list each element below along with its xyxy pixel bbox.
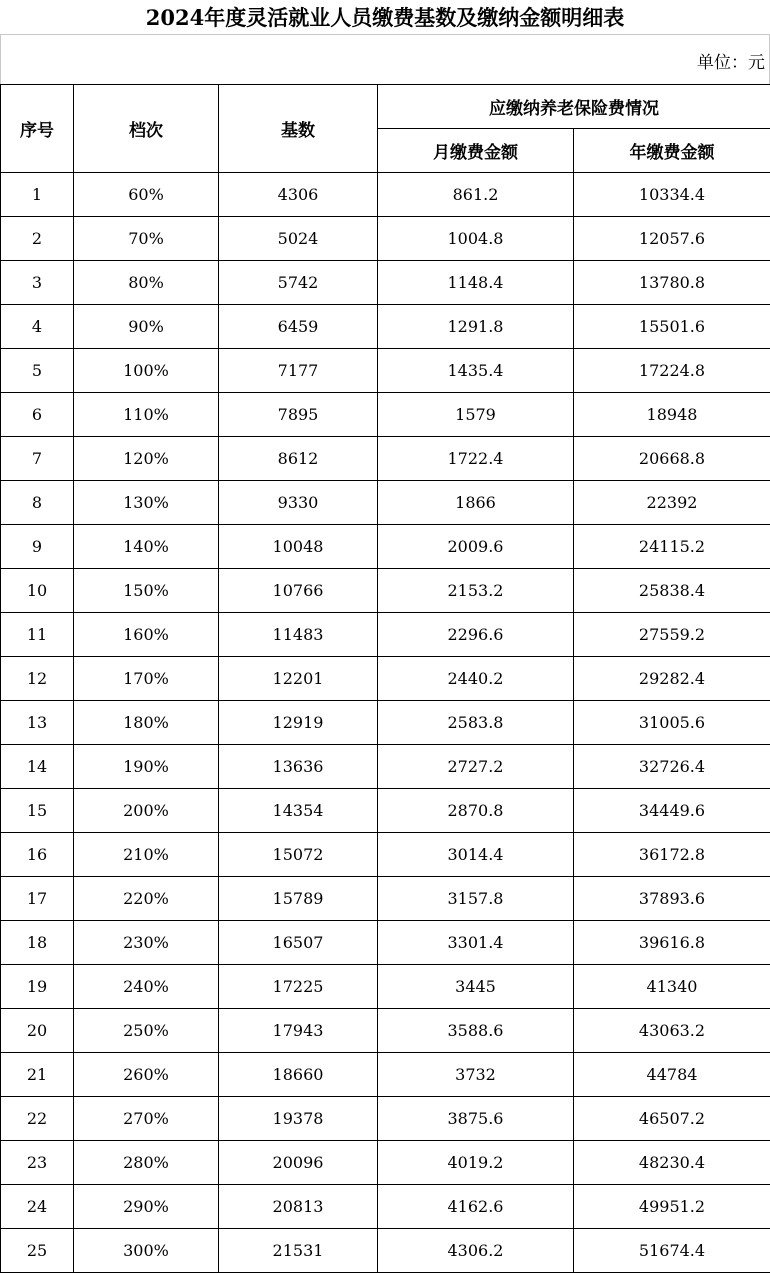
cell-base: 12919 (219, 701, 378, 745)
cell-monthly-amount: 1579 (378, 393, 574, 437)
cell-monthly-amount: 1291.8 (378, 305, 574, 349)
cell-base: 7177 (219, 349, 378, 393)
cell-base: 4306 (219, 173, 378, 217)
cell-monthly-amount: 2009.6 (378, 525, 574, 569)
cell-monthly-amount: 1435.4 (378, 349, 574, 393)
cell-monthly-amount: 1004.8 (378, 217, 574, 261)
cell-seq: 23 (1, 1141, 74, 1185)
table-row (1, 789, 770, 833)
table-title: 2024年度灵活就业人员缴费基数及缴纳金额明细表 (0, 0, 770, 35)
cell-level: 110% (74, 393, 219, 437)
unit-label: 单位：元 (697, 53, 765, 73)
cell-base: 16507 (219, 921, 378, 965)
cell-yearly-amount: 10334.4 (574, 173, 770, 217)
table-row (1, 701, 770, 745)
cell-seq: 6 (1, 393, 74, 437)
cell-base: 14354 (219, 789, 378, 833)
unit-row (0, 34, 770, 84)
cell-yearly-amount: 18948 (574, 393, 770, 437)
cell-seq: 15 (1, 789, 74, 833)
cell-yearly-amount: 46507.2 (574, 1097, 770, 1141)
cell-base: 15789 (219, 877, 378, 921)
table-header (1, 85, 770, 173)
cell-base: 10766 (219, 569, 378, 613)
cell-level: 300% (74, 1229, 219, 1273)
cell-level: 240% (74, 965, 219, 1009)
cell-monthly-amount: 3014.4 (378, 833, 574, 877)
cell-level: 190% (74, 745, 219, 789)
cell-level: 170% (74, 657, 219, 701)
table-row (1, 173, 770, 217)
table-row (1, 349, 770, 393)
cell-seq: 21 (1, 1053, 74, 1097)
cell-seq: 8 (1, 481, 74, 525)
cell-base: 19378 (219, 1097, 378, 1141)
cell-level: 200% (74, 789, 219, 833)
cell-seq: 5 (1, 349, 74, 393)
cell-level: 70% (74, 217, 219, 261)
cell-level: 230% (74, 921, 219, 965)
cell-yearly-amount: 39616.8 (574, 921, 770, 965)
cell-base: 12201 (219, 657, 378, 701)
cell-level: 100% (74, 349, 219, 393)
cell-monthly-amount: 4306.2 (378, 1229, 574, 1273)
contribution-table (0, 84, 770, 1273)
cell-base: 8612 (219, 437, 378, 481)
cell-level: 90% (74, 305, 219, 349)
table-row (1, 657, 770, 701)
table-row (1, 1185, 770, 1229)
cell-seq: 25 (1, 1229, 74, 1273)
table-row (1, 1229, 770, 1273)
cell-level: 290% (74, 1185, 219, 1229)
cell-level: 210% (74, 833, 219, 877)
table-row (1, 1097, 770, 1141)
cell-level: 250% (74, 1009, 219, 1053)
cell-seq: 10 (1, 569, 74, 613)
header-level: 档次 (74, 85, 219, 173)
cell-monthly-amount: 2870.8 (378, 789, 574, 833)
table-row (1, 1053, 770, 1097)
cell-level: 180% (74, 701, 219, 745)
cell-yearly-amount: 15501.6 (574, 305, 770, 349)
table-row (1, 481, 770, 525)
cell-yearly-amount: 24115.2 (574, 525, 770, 569)
cell-monthly-amount: 4019.2 (378, 1141, 574, 1185)
cell-monthly-amount: 1148.4 (378, 261, 574, 305)
cell-yearly-amount: 22392 (574, 481, 770, 525)
table-row (1, 833, 770, 877)
cell-seq: 14 (1, 745, 74, 789)
table-row (1, 1009, 770, 1053)
cell-seq: 11 (1, 613, 74, 657)
cell-seq: 7 (1, 437, 74, 481)
cell-seq: 18 (1, 921, 74, 965)
cell-yearly-amount: 36172.8 (574, 833, 770, 877)
cell-base: 11483 (219, 613, 378, 657)
cell-seq: 17 (1, 877, 74, 921)
table-row (1, 921, 770, 965)
cell-seq: 24 (1, 1185, 74, 1229)
cell-monthly-amount: 4162.6 (378, 1185, 574, 1229)
cell-seq: 13 (1, 701, 74, 745)
table-row (1, 877, 770, 921)
cell-yearly-amount: 27559.2 (574, 613, 770, 657)
cell-seq: 22 (1, 1097, 74, 1141)
cell-base: 20096 (219, 1141, 378, 1185)
cell-level: 130% (74, 481, 219, 525)
cell-level: 270% (74, 1097, 219, 1141)
header-base: 基数 (219, 85, 378, 173)
cell-yearly-amount: 25838.4 (574, 569, 770, 613)
cell-monthly-amount: 1722.4 (378, 437, 574, 481)
table-row (1, 217, 770, 261)
table-row (1, 305, 770, 349)
cell-yearly-amount: 43063.2 (574, 1009, 770, 1053)
cell-base: 17943 (219, 1009, 378, 1053)
cell-seq: 12 (1, 657, 74, 701)
cell-monthly-amount: 3875.6 (378, 1097, 574, 1141)
cell-seq: 3 (1, 261, 74, 305)
cell-yearly-amount: 29282.4 (574, 657, 770, 701)
cell-monthly-amount: 3445 (378, 965, 574, 1009)
cell-level: 140% (74, 525, 219, 569)
cell-yearly-amount: 12057.6 (574, 217, 770, 261)
cell-base: 21531 (219, 1229, 378, 1273)
cell-base: 5742 (219, 261, 378, 305)
cell-yearly-amount: 49951.2 (574, 1185, 770, 1229)
cell-monthly-amount: 1866 (378, 481, 574, 525)
cell-base: 17225 (219, 965, 378, 1009)
table-row (1, 261, 770, 305)
cell-seq: 16 (1, 833, 74, 877)
cell-base: 5024 (219, 217, 378, 261)
header-seq: 序号 (1, 85, 74, 173)
cell-base: 20813 (219, 1185, 378, 1229)
cell-yearly-amount: 32726.4 (574, 745, 770, 789)
cell-yearly-amount: 44784 (574, 1053, 770, 1097)
cell-level: 220% (74, 877, 219, 921)
cell-monthly-amount: 861.2 (378, 173, 574, 217)
cell-monthly-amount: 2583.8 (378, 701, 574, 745)
cell-base: 10048 (219, 525, 378, 569)
cell-yearly-amount: 51674.4 (574, 1229, 770, 1273)
cell-monthly-amount: 3157.8 (378, 877, 574, 921)
cell-base: 9330 (219, 481, 378, 525)
cell-level: 150% (74, 569, 219, 613)
table-body (1, 173, 770, 1273)
table-row (1, 745, 770, 789)
cell-monthly-amount: 2153.2 (378, 569, 574, 613)
cell-yearly-amount: 13780.8 (574, 261, 770, 305)
cell-yearly-amount: 31005.6 (574, 701, 770, 745)
table-row (1, 393, 770, 437)
cell-seq: 19 (1, 965, 74, 1009)
cell-base: 6459 (219, 305, 378, 349)
table-row (1, 525, 770, 569)
cell-yearly-amount: 41340 (574, 965, 770, 1009)
cell-monthly-amount: 2727.2 (378, 745, 574, 789)
cell-seq: 1 (1, 173, 74, 217)
cell-level: 160% (74, 613, 219, 657)
table-row (1, 569, 770, 613)
cell-level: 120% (74, 437, 219, 481)
cell-base: 7895 (219, 393, 378, 437)
cell-seq: 4 (1, 305, 74, 349)
cell-yearly-amount: 17224.8 (574, 349, 770, 393)
cell-seq: 20 (1, 1009, 74, 1053)
cell-level: 80% (74, 261, 219, 305)
table-row (1, 613, 770, 657)
cell-yearly-amount: 34449.6 (574, 789, 770, 833)
cell-level: 260% (74, 1053, 219, 1097)
cell-monthly-amount: 3588.6 (378, 1009, 574, 1053)
cell-base: 18660 (219, 1053, 378, 1097)
table-row (1, 1141, 770, 1185)
cell-yearly-amount: 20668.8 (574, 437, 770, 481)
cell-base: 15072 (219, 833, 378, 877)
cell-seq: 2 (1, 217, 74, 261)
cell-seq: 9 (1, 525, 74, 569)
cell-monthly-amount: 3732 (378, 1053, 574, 1097)
cell-yearly-amount: 48230.4 (574, 1141, 770, 1185)
cell-level: 60% (74, 173, 219, 217)
header-monthly-amount: 月缴费金额 (378, 129, 574, 173)
cell-level: 280% (74, 1141, 219, 1185)
table-row (1, 437, 770, 481)
cell-monthly-amount: 2440.2 (378, 657, 574, 701)
cell-base: 13636 (219, 745, 378, 789)
table-row (1, 965, 770, 1009)
cell-monthly-amount: 2296.6 (378, 613, 574, 657)
header-yearly-amount: 年缴费金额 (574, 129, 770, 173)
header-group-pension: 应缴纳养老保险费情况 (378, 85, 770, 129)
cell-monthly-amount: 3301.4 (378, 921, 574, 965)
cell-yearly-amount: 37893.6 (574, 877, 770, 921)
